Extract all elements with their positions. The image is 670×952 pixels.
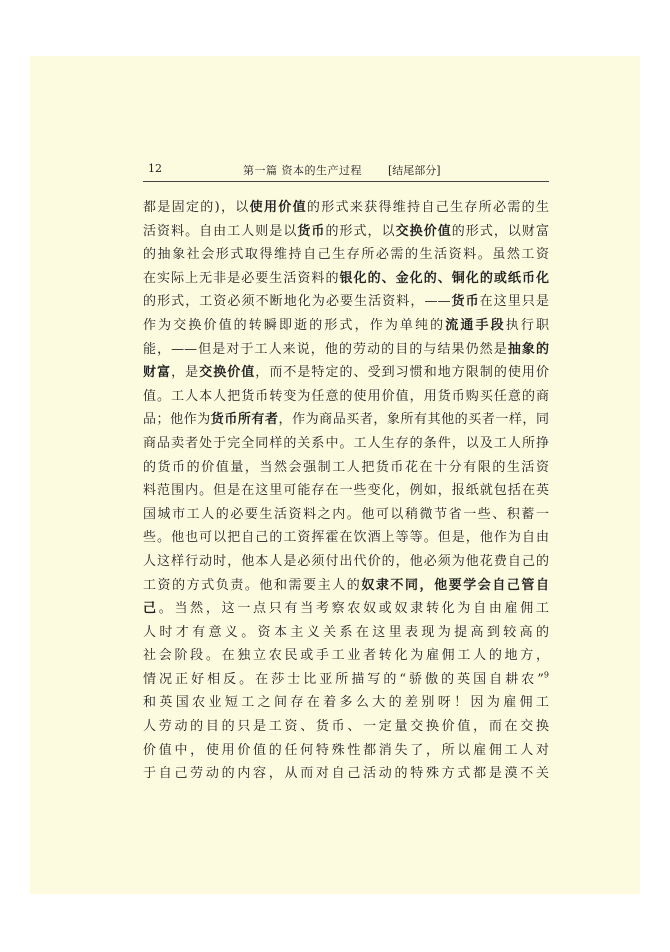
bold-term: 货币 xyxy=(297,223,326,239)
text-line xyxy=(143,432,549,456)
text-line xyxy=(143,762,549,786)
text-run: 料范围内。但是在这里可能存在一些变化，例如，报纸就包括在英 xyxy=(143,483,549,499)
text-run: 能，——但是对于工人来说，他的劳动的目的与结果仍然是 xyxy=(143,341,508,357)
bold-term: 交换价值 xyxy=(199,365,256,381)
bold-term: 抽象的 xyxy=(507,341,549,357)
text-run: 作为交换价值的转瞬即逝的形式，作为单纯的 xyxy=(143,317,446,333)
text-run: 在实际上无非是必要生活资料的 xyxy=(143,270,340,286)
text-line xyxy=(143,408,549,432)
bold-term: 奴隶不同，他要学会自己管自 xyxy=(361,577,549,593)
text-run: ，作为商品买者，象所有其他的买者一样，同 xyxy=(278,412,549,428)
text-run: 在这里只是 xyxy=(479,294,549,310)
text-line xyxy=(143,361,549,385)
bold-term: 使用价值 xyxy=(249,200,307,215)
text-run: 情况正好相反。在莎士比亚所描写的“骄傲的英国自耕农” xyxy=(143,671,544,687)
text-run: 的形式，以 xyxy=(325,223,396,239)
text-run: 执行职 xyxy=(505,317,549,333)
text-line xyxy=(143,290,549,314)
footnote-marker: 9 xyxy=(543,670,549,680)
bold-term: 流通手段 xyxy=(445,317,506,333)
text-run: 值。工人本人把货币转变为任意的使用价值，用货币购买任意的商 xyxy=(143,388,549,404)
text-line xyxy=(143,739,549,763)
text-run: 活资料。自由工人则是以 xyxy=(143,223,298,239)
text-run: 和英国农业短工之间存在着多么大的差别呀！因为雇佣工 xyxy=(143,695,549,711)
text-line xyxy=(143,456,549,480)
running-header-section: [结尾部分] xyxy=(388,164,441,177)
text-line xyxy=(143,243,549,267)
text-line xyxy=(143,220,549,244)
text-run: 人时才有意义。资本主义关系在这里表现为提高到较高的 xyxy=(143,624,549,640)
bold-term: 货币所有者 xyxy=(210,412,279,428)
bold-term: 银化的、金化的、铜化的或纸币化 xyxy=(339,270,549,286)
text-line xyxy=(143,267,549,291)
text-run: 于自己劳动的内容，从而对自己活动的特殊方式都是漠不关 xyxy=(143,766,549,782)
text-line xyxy=(143,503,549,527)
bold-term: 己 xyxy=(143,601,159,617)
text-run: 价值中，使用价值的任何特殊性都消失了，所以雇佣工人对 xyxy=(143,742,549,758)
text-run: 的形式，以财富 xyxy=(451,223,549,239)
text-run: 的抽象社会形式取得维持自己生存所必需的生活资料。虽然工资 xyxy=(143,247,549,263)
text-run: 人劳动的目的只是工资、货币、一定量交换价值，而在交换 xyxy=(143,719,549,735)
text-run: 工资的方式负责。他和需要主人的 xyxy=(143,577,362,593)
text-line xyxy=(143,314,549,338)
text-line xyxy=(143,385,549,409)
text-run: 商品卖者处于完全同样的关系中。工人生存的条件，以及工人所挣 xyxy=(143,435,549,451)
text-run: 人这样行动时，他本人是必须付出代价的，他必须为他花费自己的 xyxy=(143,553,549,569)
text-line xyxy=(143,550,549,574)
text-run: 些。他也可以把自己的工资挥霍在饮酒上等等。但是，他作为自由 xyxy=(143,530,549,546)
text-line xyxy=(143,479,549,503)
text-line xyxy=(143,338,549,362)
text-run: 品；他作为 xyxy=(143,412,211,428)
text-line xyxy=(143,597,549,621)
bold-term: 货币 xyxy=(450,294,480,310)
text-run: 国城市工人的必要生活资料之内。他可以稍微节省一些、积蓄一 xyxy=(143,506,549,522)
text-run: ，而不是特定的、受到习惯和地方限制的使用价 xyxy=(255,365,549,381)
text-line xyxy=(143,715,549,739)
text-run: 。当然，这一点只有当考察农奴或奴隶转化为自由雇佣工 xyxy=(158,601,549,617)
bold-term: 财富 xyxy=(143,365,172,381)
text-line xyxy=(143,668,549,692)
text-line xyxy=(143,196,549,220)
text-line xyxy=(143,621,549,645)
page-number: 12 xyxy=(148,162,162,175)
bold-term: 交换价值 xyxy=(395,223,452,239)
text-run: 都是固定的)，以 xyxy=(143,200,250,215)
text-run: 的货币的价值量，当然会强制工人把货币花在十分有限的生活资 xyxy=(143,459,549,475)
text-line xyxy=(143,526,549,550)
text-run: 的形式来获得维持自己生存所必需的生 xyxy=(306,200,549,215)
text-run: ，是 xyxy=(171,365,200,381)
body-text xyxy=(143,196,549,786)
running-header-title: 第一篇 资本的生产过程 xyxy=(243,164,362,177)
text-line xyxy=(143,644,549,668)
text-run: 社会阶段。在独立农民或手工业者转化为雇佣工人的地方， xyxy=(143,648,549,664)
text-run: 的形式，工资必须不断地化为必要生活资料，—— xyxy=(143,294,451,310)
text-line xyxy=(143,691,549,715)
header-rule xyxy=(143,181,549,182)
text-line xyxy=(143,574,549,598)
